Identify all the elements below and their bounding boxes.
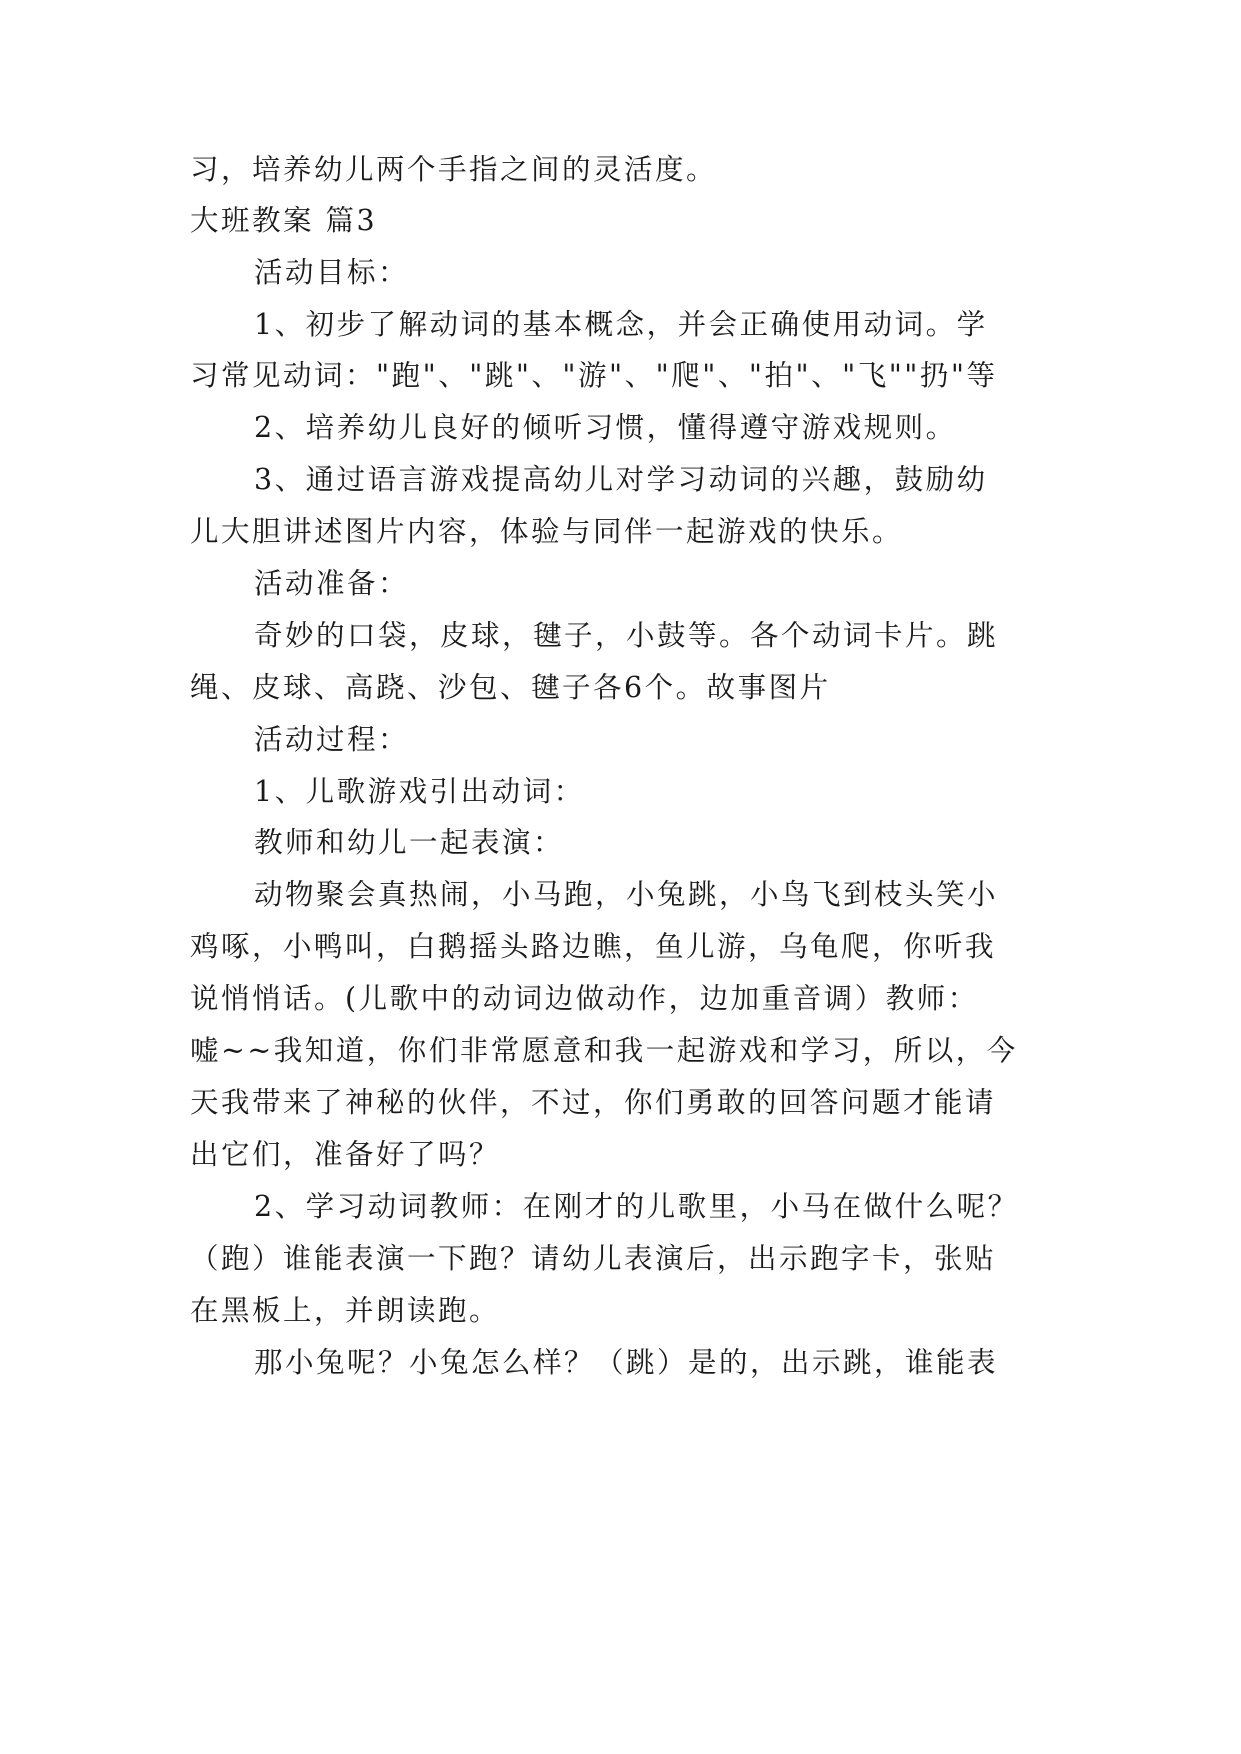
paragraph-line-10: 奇妙的口袋，皮球，毽子，小鼓等。各个动词卡片。跳: [254, 619, 999, 652]
paragraph-line-8: 儿大胆讲述图片内容，体验与同伴一起游戏的快乐。: [190, 515, 904, 548]
paragraph-line-20: 出它们，准备好了吗？: [190, 1138, 501, 1171]
paragraph-line-5: 习常见动词："跑"、"跳"、"游"、"爬"、"拍"、"飞""扔"等: [190, 359, 998, 392]
paragraph-line-1: 习，培养幼儿两个手指之间的灵活度。: [190, 153, 718, 186]
paragraph-line-7: 3、通过语言游戏提高幼儿对学习动词的兴趣，鼓励幼: [254, 463, 988, 496]
section-heading: 大班教案 篇3: [190, 204, 378, 237]
paragraph-line-16: 鸡啄，小鸭叫，白鹅摇头路边瞧，鱼儿游，乌龟爬，你听我: [190, 930, 997, 963]
paragraph-line-13: 1、儿歌游戏引出动词：: [254, 775, 585, 808]
paragraph-line-19: 天我带来了神秘的伙伴，不过，你们勇敢的回答问题才能请: [190, 1086, 997, 1119]
paragraph-line-14: 教师和幼儿一起表演：: [254, 826, 565, 859]
heading-activity-goals: 活动目标：: [254, 256, 410, 289]
heading-activity-preparation: 活动准备：: [254, 567, 410, 600]
paragraph-line-4: 1、初步了解动词的基本概念，并会正确使用动词。学: [254, 308, 988, 341]
heading-activity-process: 活动过程：: [254, 723, 410, 756]
paragraph-line-17: 说悄悄话。(儿歌中的动词边做动作，边加重音调）教师：: [190, 982, 979, 1015]
paragraph-line-11: 绳、皮球、高跷、沙包、毽子各6个。故事图片: [190, 671, 831, 704]
paragraph-line-6: 2、培养幼儿良好的倾听习惯，懂得遵守游戏规则。: [254, 411, 957, 444]
paragraph-line-15: 动物聚会真热闹，小马跑，小兔跳，小鸟飞到枝头笑小: [254, 878, 999, 911]
paragraph-line-18: 嘘~~我知道，你们非常愿意和我一起游戏和学习，所以，今: [190, 1034, 1018, 1067]
paragraph-line-21: 2、学习动词教师：在刚才的儿歌里，小马在做什么呢？: [254, 1190, 1019, 1223]
paragraph-line-22: （跑）谁能表演一下跑？请幼儿表演后，出示跑字卡，张贴: [190, 1242, 997, 1275]
paragraph-line-23: 在黑板上，并朗读跑。: [190, 1294, 501, 1327]
paragraph-line-24: 那小兔呢？小兔怎么样？（跳）是的，出示跳，谁能表: [254, 1346, 999, 1379]
